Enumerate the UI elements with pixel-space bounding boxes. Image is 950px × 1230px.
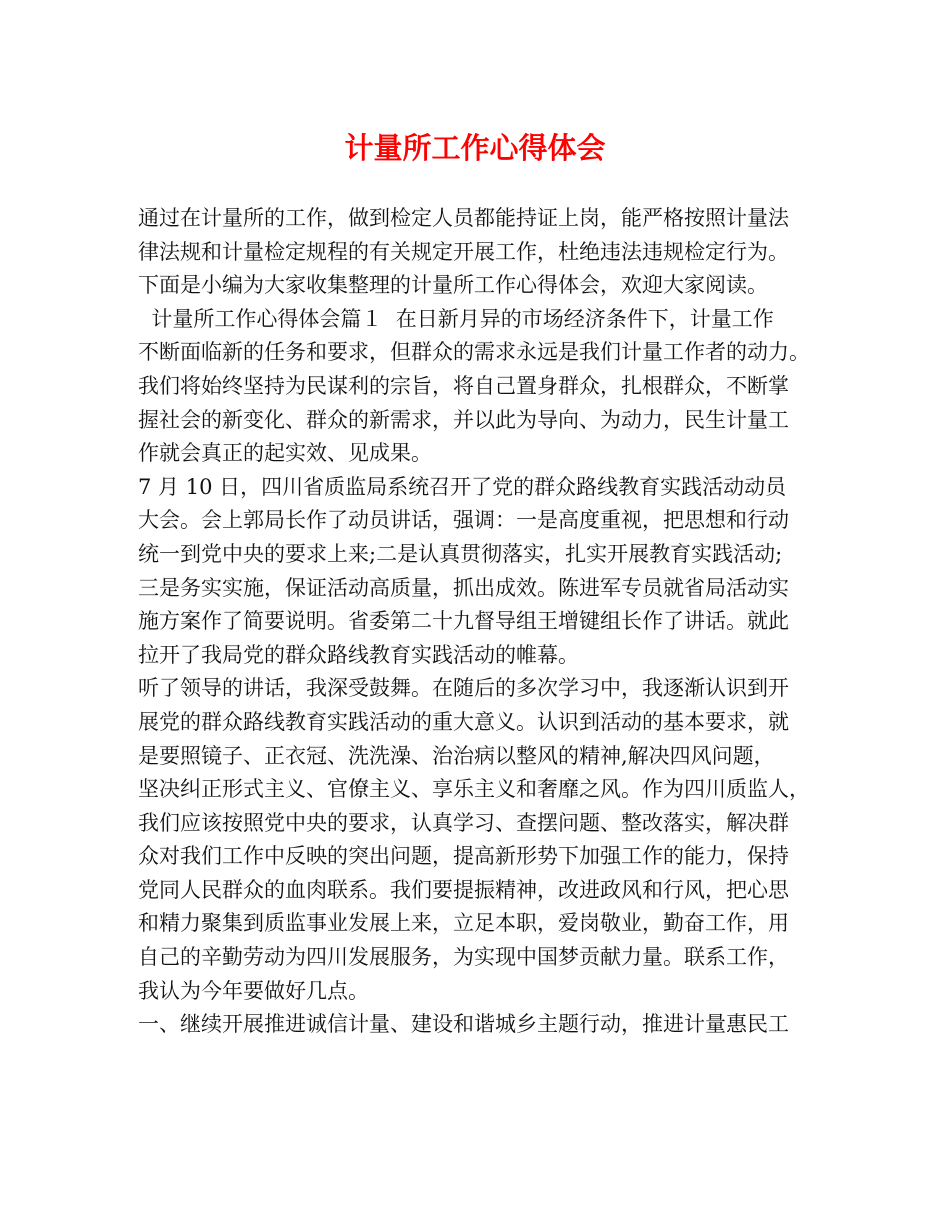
body-line: 众对我们工作中反映的突出问题，提高新形势下加强工作的能力，保持 (138, 844, 789, 869)
document-title: 计量所工作心得体会 (344, 131, 606, 165)
body-line: 大会。会上郭局长作了动员讲话，强调：一是高度重视，把思想和行动 (138, 508, 789, 533)
body-line: 听了领导的讲话，我深受鼓舞。在随后的多次学习中，我逐渐认识到开 (138, 676, 789, 701)
body-line: 律法规和计量检定规程的有关规定开展工作，杜绝违法违规检定行为。 (138, 239, 789, 264)
body-line: 拉开了我局党的群众路线教育实践活动的帷幕。 (138, 642, 579, 667)
body-line: 施方案作了简要说明。省委第二十九督导组王增键组长作了讲话。就此 (138, 609, 789, 634)
body-line: 通过在计量所的工作，做到检定人员都能持证上岗，能严格按照计量法 (138, 206, 789, 230)
body-line: 坚决纠正形式主义、官僚主义、享乐主义和奢靡之风。作为四川质监人， (138, 777, 810, 802)
body-line: 我们将始终坚持为民谋利的宗旨，将自己置身群众，扎根群众，不断掌 (138, 373, 789, 398)
body-line: 7 月 10 日，四川省质监局系统召开了党的群众路线教育实践活动动员 (138, 474, 787, 499)
body-line: 计量所工作心得体会篇１ 在日新月异的市场经济条件下，计量工作 (138, 306, 774, 331)
body-line: 是要照镜子、正衣冠、洗洗澡、治治病以整风的精神,解决四风问题， (138, 743, 775, 768)
body-line: 三是务实实施，保证活动高质量，抓出成效。陈进军专员就省局活动实 (138, 575, 789, 600)
body-line: 握社会的新变化、群众的新需求，并以此为导向、为动力，民生计量工 (138, 407, 789, 432)
body-line: 自己的辛勤劳动为四川发展服务，为实现中国梦贡献力量。联系工作， (138, 945, 789, 970)
body-line: 我们应该按照党中央的要求，认真学习、查摆问题、整改落实，解决群 (138, 810, 789, 835)
body-line: 一、继续开展推进诚信计量、建设和谐城乡主题行动，推进计量惠民工 (138, 1012, 789, 1037)
body-line: 党同人民群众的血肉联系。我们要提振精神，改进政风和行风，把心思 (138, 877, 789, 902)
document-body (138, 202, 818, 1042)
body-line: 我认为今年要做好几点。 (138, 978, 369, 1003)
body-line: 展党的群众路线教育实践活动的重大意义。认识到活动的基本要求，就 (138, 709, 789, 734)
body-line: 作就会真正的起实效、见成果。 (138, 441, 432, 466)
body-line: 下面是小编为大家收集整理的计量所工作心得体会，欢迎大家阅读。 (138, 273, 768, 298)
body-line: 统一到党中央的要求上来;二是认真贯彻落实，扎实开展教育实践活动; (138, 541, 783, 566)
body-line: 和精力聚集到质监事业发展上来，立足本职，爱岗敬业，勤奋工作，用 (138, 911, 789, 936)
body-line: 不断面临新的任务和要求，但群众的需求永远是我们计量工作者的动力。 (138, 340, 810, 365)
